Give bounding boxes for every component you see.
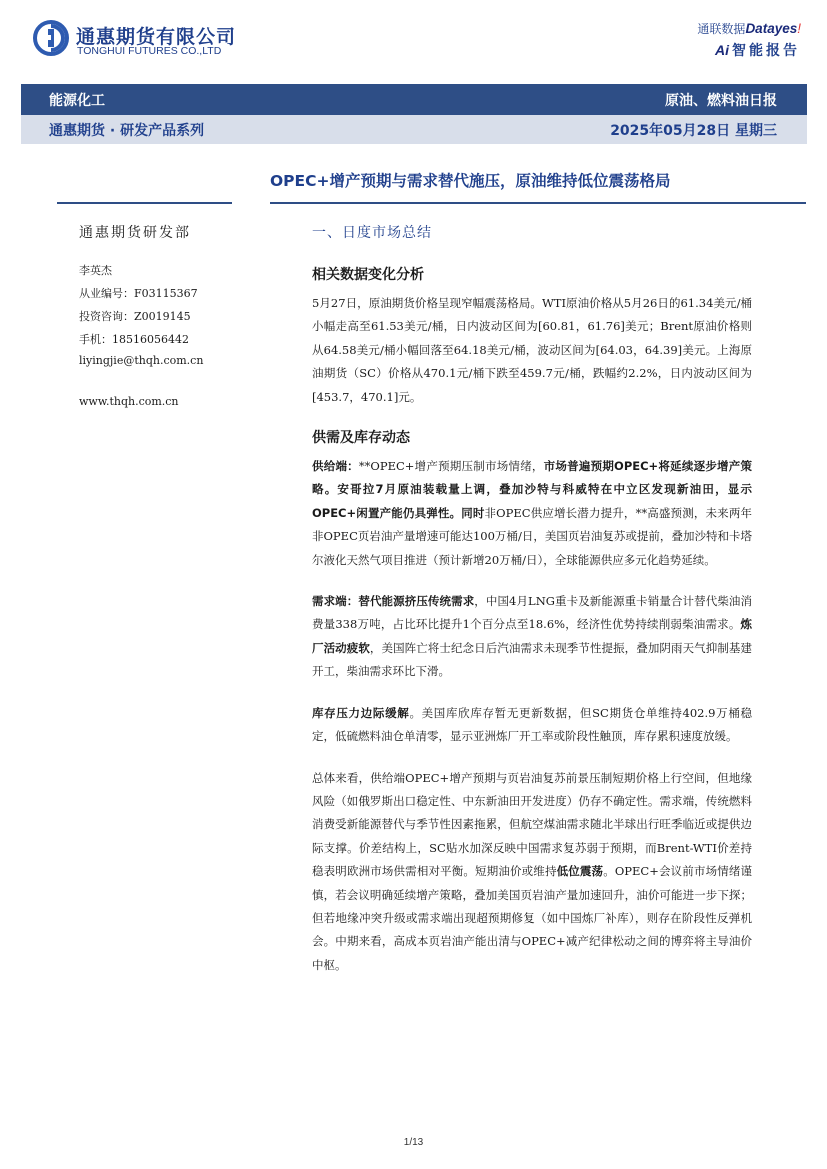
subheading-supply-demand: 供需及库存动态: [312, 430, 410, 447]
datayes-cn: 通联数据: [697, 22, 746, 36]
paragraph-price-summary: 5月27日，原油期货价格呈现窄幅震荡格局。WTI原油价格从5月26日的61.34美元/桶小幅走高至61.53美元/桶，日内波动区间为[60.81，61.76]美元；Brent原油价格则从64.58美元/桶小幅回落至64.18美元/桶，波动区间为[64.03，64.39]美元。上海原油期货（SC）价格从470.1元/桶下跌至459.7元/桶，跌幅约2.2%，日内波动区间为[453.7，470.1]元。: [312, 296, 752, 404]
author-sidebar: [79, 222, 249, 418]
paragraph-demand: [312, 590, 752, 684]
supply-text-bold: 市场普遍预期OPEC+将延续逐步增产策略。安哥拉7月原油装载量上调，叠加沙特与科威特在中立区发现新油田，显示OPEC+闲置产能仍具弹性。同时: [312, 459, 753, 520]
divider-right: [270, 202, 806, 204]
license-practice: 从业编号：F03115367: [79, 287, 198, 300]
company-website[interactable]: www.thqh.com.cn: [79, 395, 179, 408]
demand-text-2: ，美国阵亡将士纪念日后汽油需求未现季节性提振，叠加阴雨天气抑制基建开工，柴油需求环比下滑。: [312, 640, 752, 679]
supply-label: 供给端：: [312, 459, 359, 474]
main-content: [312, 222, 752, 987]
section-heading: 一、日度市场总结: [312, 225, 432, 241]
banner-category: 能源化工: [49, 93, 105, 109]
author-email[interactable]: liyingjie@thqh.com.cn: [79, 354, 204, 367]
author-phone: 手机：18516056442: [79, 333, 189, 346]
license-consult: 投资咨询：Z0019145: [79, 310, 191, 323]
datayes-logo: [697, 20, 801, 37]
datayes-brand: Datayes: [745, 21, 798, 36]
ai-icon: Ai: [715, 42, 729, 58]
inventory-text: 。美国库欣库存暂无更新数据，但SC期货仓单维持402.9万桶稳定，低硫燃料油仓单清零，显示亚洲炼厂开工率或阶段性触顶，库存累积速度放缓。: [312, 705, 752, 744]
author-name: 李英杰: [79, 264, 112, 277]
report-title: OPEC+增产预期与需求替代施压，原油维持低位震荡格局: [270, 172, 671, 190]
ai-report-label: [715, 40, 800, 60]
paragraph-supply: [312, 455, 752, 572]
datayes-mark: !: [797, 21, 801, 36]
ai-report-text: 智能报告: [732, 43, 800, 59]
demand-label: 需求端：替代能源挤压传统需求: [312, 594, 475, 609]
paragraph-inventory: [312, 702, 752, 749]
banner-date: 2025年05月28日 星期三: [610, 123, 777, 139]
page-number: 1/13: [403, 1137, 424, 1148]
subheading-data-analysis: 相关数据变化分析: [312, 267, 424, 283]
banner-series: 通惠期货 · 研发产品系列: [49, 123, 205, 139]
banner-report-name: 原油、燃料油日报: [665, 93, 777, 109]
demand-text-1: ，中国4月LNG重卡及新能源重卡销量合计替代柴油消费量338万吨，占比环比提升1个百分点至18.6%，经济性优势持续削弱柴油需求。: [312, 594, 752, 632]
research-dept: 通惠期货研发部: [79, 225, 191, 241]
paragraph-conclusion: [312, 767, 752, 978]
divider-left: [57, 202, 232, 204]
conclusion-bold: 低位震荡: [556, 864, 604, 879]
conclusion-text-2: 。OPEC+会议前市场情绪谨慎，若会议明确延续增产策略，叠加美国页岩油产量加速回升，油价可能进一步下探；但若地缘冲突升级或需求端出现超预期修复（如中国炼厂补库），则存在阶段性反弹机会。中期来看，高成本页岩油产能出清与OPEC+减产纪律松动之间的博弈将主导油价中枢。: [312, 864, 753, 972]
supply-text-2: 非OPEC供应增长潜力提升，**高盛预测，未来两年非OPEC页岩油产量增速可能达100万桶/日，美国页岩油复苏或提前，叠加沙特和卡塔尔液化天然气项目推进（预计新增20万桶/日），全球能源供应多元化趋势延续。: [312, 505, 752, 567]
company-name-en: TONGHUI FUTURES CO.,LTD: [77, 45, 222, 57]
inventory-label: 库存压力边际缓解: [312, 705, 410, 720]
company-name-cn: 通惠期货有限公司: [76, 26, 237, 48]
supply-text-1: **OPEC+增产预期压制市场情绪，: [358, 459, 544, 474]
tonghui-logo-icon: [33, 20, 69, 56]
refinery-label: 炼厂活动疲软: [312, 617, 752, 655]
conclusion-text-1: 总体来看，供给端OPEC+增产预期与页岩油复苏前景压制短期价格上行空间，但地缘风险（如俄罗斯出口稳定性、中东新油田开发进度）仍存不确定性。需求端，传统燃料消费受新能源替代与季节性因素拖累，但航空煤油需求随北半球出行旺季临近或提供边际支撑。价差结构上，SC贴水加深反映中国需求复苏弱于预期，而Brent-WTI价差持稳表明欧洲市场供需相对平衡。短期油价或维持: [312, 770, 752, 879]
